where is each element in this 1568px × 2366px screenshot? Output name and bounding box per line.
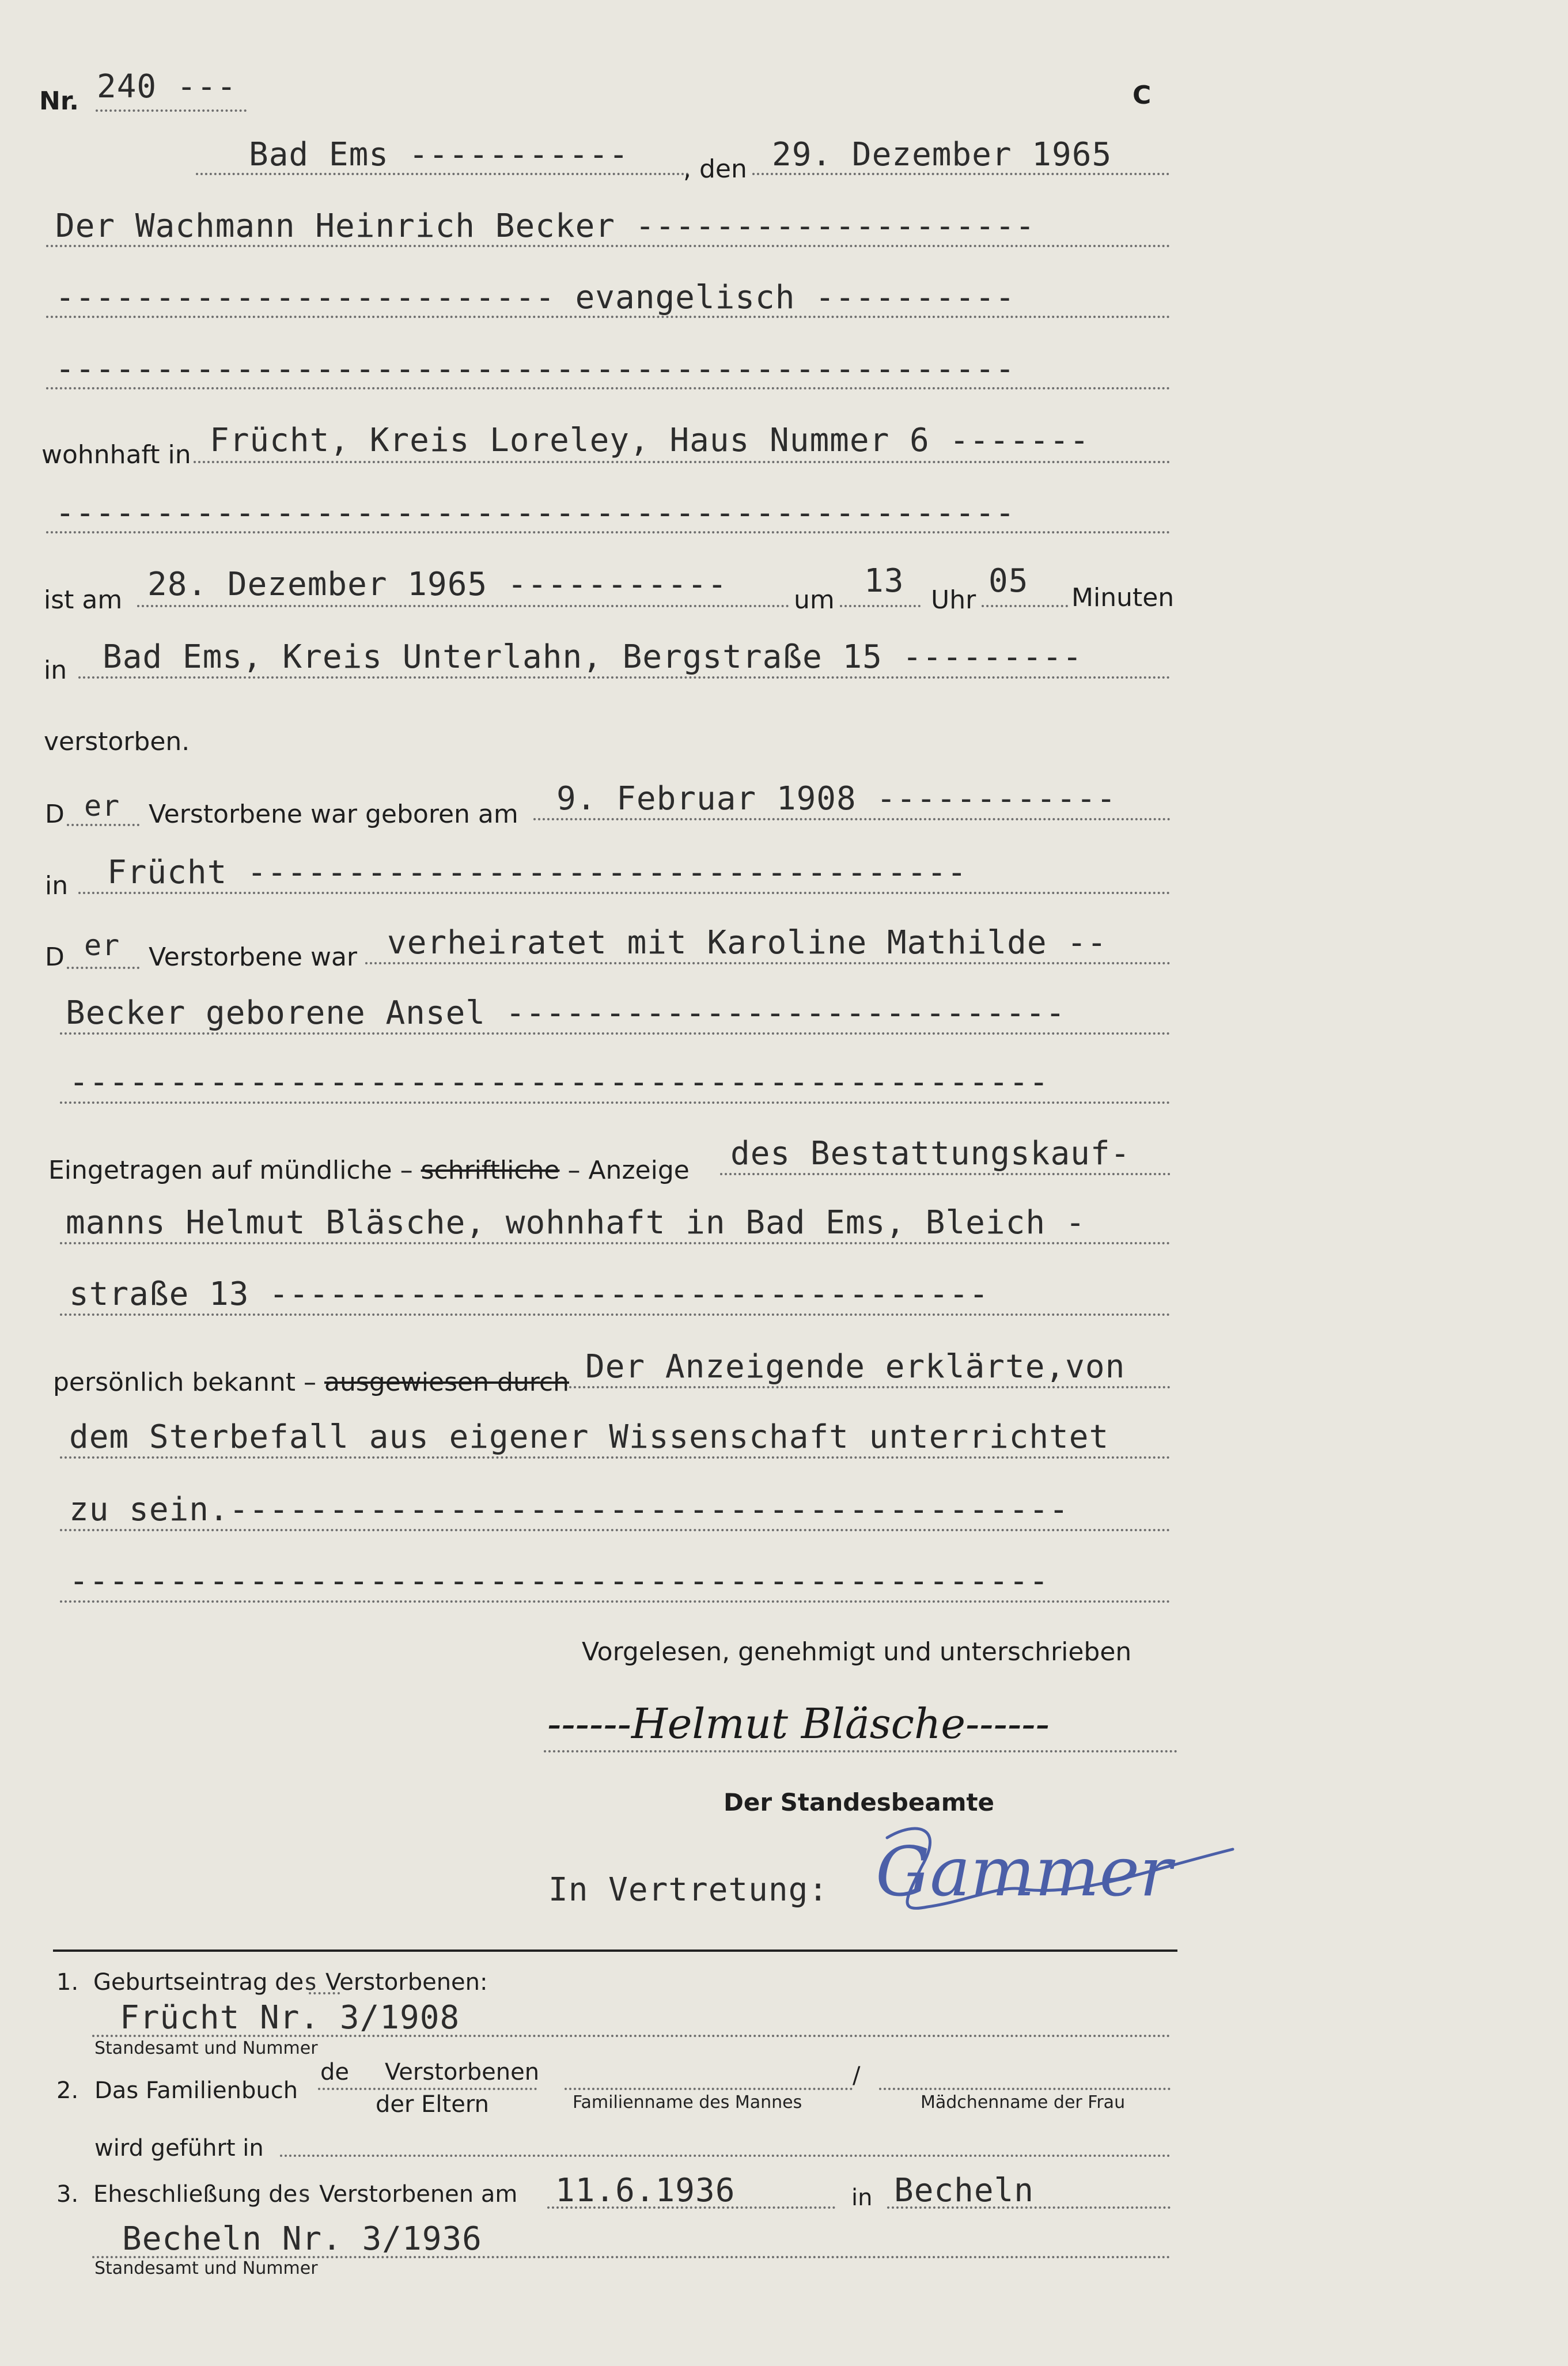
note-1-dots bbox=[92, 2035, 1171, 2037]
note-2-de: de bbox=[320, 2059, 349, 2085]
note-1-suffix-dots bbox=[309, 1992, 340, 1994]
registration-label-b: – Anzeige bbox=[567, 1156, 690, 1185]
note-3-label-b: Verstorbenen am bbox=[319, 2181, 518, 2208]
form-letter: C bbox=[1133, 81, 1152, 110]
verstorben-label: verstorben. bbox=[44, 727, 190, 756]
birth-date: 9. Februar 1908 ------------ bbox=[556, 780, 1117, 817]
deputy-label: In Vertretung: bbox=[548, 1871, 829, 1909]
read-approved-text: Vorgelesen, genehmigt und unterschrieben bbox=[582, 1637, 1132, 1667]
deputy-signature: Gammer bbox=[876, 1832, 1172, 1911]
minuten-label: Minuten bbox=[1071, 583, 1175, 612]
registration-dots-3 bbox=[60, 1313, 1171, 1316]
minutes-dots bbox=[982, 605, 1068, 607]
marital-dots bbox=[365, 962, 1171, 964]
declarant-signature: ------Helmut Bläsche------ bbox=[547, 1699, 1050, 1748]
residence-value: Frücht, Kreis Loreley, Haus Nummer 6 ------- bbox=[210, 422, 1090, 459]
note-2-de-dots bbox=[318, 2088, 537, 2090]
note-2-sub-woman: Mädchenname der Frau bbox=[921, 2092, 1126, 2113]
identity-value-2: dem Sterbefall aus eigener Wissenschaft unterrichtet bbox=[69, 1418, 1109, 1456]
marital-line-3: ------------------------------------------------- bbox=[69, 1063, 1050, 1101]
place-dotted-line bbox=[196, 173, 689, 175]
birth-suffix-dots bbox=[67, 824, 139, 826]
residence-dots bbox=[194, 461, 1171, 463]
marital-suffix-dots bbox=[67, 967, 139, 969]
note-2-label: Das Familienbuch bbox=[94, 2077, 298, 2104]
registration-value-3: straße 13 ------------------------------------ bbox=[69, 1275, 989, 1313]
note-1-label-a: Geburtseintrag de bbox=[93, 1969, 304, 1996]
nr-label: Nr. bbox=[39, 86, 79, 116]
footer-rule bbox=[53, 1949, 1177, 1952]
birth-date-dots bbox=[533, 818, 1171, 820]
residence-label: wohnhaft in bbox=[41, 440, 191, 470]
registry-date: 29. Dezember 1965 bbox=[772, 136, 1112, 173]
identity-dots-1 bbox=[569, 1386, 1171, 1388]
note-1-number: 1. bbox=[56, 1969, 79, 1996]
note-2-verstorbenen: Verstorbenen bbox=[385, 2059, 540, 2085]
declarant-dots-2 bbox=[46, 316, 1171, 318]
death-date-dots bbox=[137, 605, 789, 607]
registration-label bbox=[48, 1156, 690, 1185]
identity-dots-3 bbox=[60, 1529, 1171, 1531]
registry-place: Bad Ems ----------- bbox=[249, 136, 629, 173]
note-3-date-dots bbox=[547, 2206, 835, 2209]
deputy-signature-stroke bbox=[864, 1815, 1256, 1930]
nr-dotted-line bbox=[96, 109, 247, 112]
um-label: um bbox=[794, 585, 835, 615]
birth-d-label: D bbox=[45, 800, 65, 829]
note-3-label bbox=[93, 2181, 517, 2208]
note-2-wird-dots bbox=[280, 2155, 1171, 2157]
register-number: 240 --- bbox=[97, 68, 237, 105]
note-2-eltern: der Eltern bbox=[376, 2091, 489, 2118]
death-in-label: in bbox=[44, 656, 67, 685]
birth-label: Verstorbene war geboren am bbox=[149, 800, 518, 829]
note-2-sub-man: Familienname des Mannes bbox=[573, 2092, 802, 2113]
identity-dots-4 bbox=[60, 1600, 1171, 1603]
declarant-line-3: ------------------------------------------------ bbox=[55, 350, 1016, 388]
note-2-slash: / bbox=[853, 2062, 861, 2089]
note-1-sub: Standesamt und Nummer bbox=[94, 2038, 318, 2058]
registration-label-a: Eingetragen auf mündliche – bbox=[48, 1156, 413, 1185]
death-place-dots bbox=[78, 676, 1171, 679]
marital-line-2: Becker geborene Ansel ---------------------------- bbox=[66, 994, 1066, 1032]
identity-label-a: persönlich bekannt – bbox=[53, 1368, 317, 1397]
declarant-dots-3 bbox=[46, 387, 1171, 389]
note-1-suffix: s bbox=[304, 1969, 319, 1996]
note-3-date: 11.6.1936 bbox=[555, 2172, 736, 2209]
note-2-man-dots bbox=[565, 2088, 853, 2090]
note-3-place-dots bbox=[887, 2206, 1171, 2209]
note-1-label bbox=[93, 1969, 488, 1996]
death-place: Bad Ems, Kreis Unterlahn, Bergstraße 15 --------- bbox=[103, 638, 1083, 676]
birth-place-dots bbox=[78, 892, 1171, 894]
note-1-label-b: Verstorbenen: bbox=[325, 1969, 488, 1996]
ist-am-label: ist am bbox=[44, 585, 123, 615]
note-3-number: 3. bbox=[56, 2181, 79, 2208]
residence-line-2: ------------------------------------------------ bbox=[55, 494, 1016, 532]
marital-d-label: D bbox=[45, 942, 65, 972]
identity-value-3: zu sein.------------------------------------------ bbox=[69, 1491, 1069, 1528]
registrar-label: Der Standesbeamte bbox=[724, 1788, 995, 1816]
uhr-label: Uhr bbox=[931, 585, 976, 615]
identity-label bbox=[53, 1368, 569, 1397]
hour-dots bbox=[840, 605, 921, 607]
declarant-signature-dots bbox=[544, 1750, 1177, 1752]
note-1-value: Frücht Nr. 3/1908 bbox=[120, 1999, 460, 2036]
note-2-woman-dots bbox=[879, 2088, 1171, 2090]
note-2-number: 2. bbox=[56, 2077, 79, 2104]
note-3-place: Becheln bbox=[894, 2172, 1035, 2209]
registration-dots-2 bbox=[60, 1242, 1171, 1244]
residence-dots-2 bbox=[46, 531, 1171, 533]
identity-label-struck: ausgewiesen durch bbox=[324, 1368, 569, 1397]
den-label: , den bbox=[683, 154, 747, 184]
declarant-dots-1 bbox=[46, 245, 1171, 247]
note-3-label-a: Eheschließung de bbox=[93, 2181, 298, 2208]
registration-value-2: manns Helmut Bläsche, wohnhaft in Bad Ems, Bleich - bbox=[66, 1204, 1086, 1241]
note-3-sub: Standesamt und Nummer bbox=[94, 2258, 318, 2278]
note-2-wird: wird geführt in bbox=[94, 2135, 264, 2161]
birth-place: Frücht ------------------------------------ bbox=[107, 854, 967, 891]
identity-value-1: Der Anzeigende erklärte,von bbox=[585, 1348, 1126, 1385]
identity-dots-2 bbox=[60, 1456, 1171, 1459]
registration-dots-1 bbox=[720, 1173, 1171, 1175]
death-date: 28. Dezember 1965 ----------- bbox=[147, 566, 728, 603]
death-minutes: 05 bbox=[988, 562, 1029, 600]
note-3-suffix: s bbox=[297, 2181, 312, 2208]
birth-gender-suffix: er bbox=[84, 789, 120, 823]
identity-value-4: ------------------------------------------------- bbox=[69, 1562, 1050, 1600]
date-dotted-line bbox=[752, 173, 1169, 175]
marital-dots-2 bbox=[60, 1032, 1171, 1035]
registration-value-1: des Bestattungskauf- bbox=[730, 1135, 1131, 1172]
declarant-line-1: Der Wachmann Heinrich Becker -------------------- bbox=[55, 207, 1036, 245]
marital-value: verheiratet mit Karoline Mathilde -- bbox=[387, 924, 1107, 961]
death-hour: 13 bbox=[864, 562, 904, 600]
marital-dots-3 bbox=[60, 1101, 1171, 1104]
note-3-in: in bbox=[851, 2185, 873, 2211]
marital-label: Verstorbene war bbox=[149, 942, 358, 972]
registration-label-struck: schriftliche bbox=[421, 1156, 560, 1185]
declarant-line-2: ------------------------- evangelisch ---------- bbox=[55, 279, 1016, 316]
marital-gender-suffix: er bbox=[84, 929, 120, 962]
note-3-value: Becheln Nr. 3/1936 bbox=[122, 2220, 482, 2258]
birth-in-label: in bbox=[45, 871, 69, 900]
